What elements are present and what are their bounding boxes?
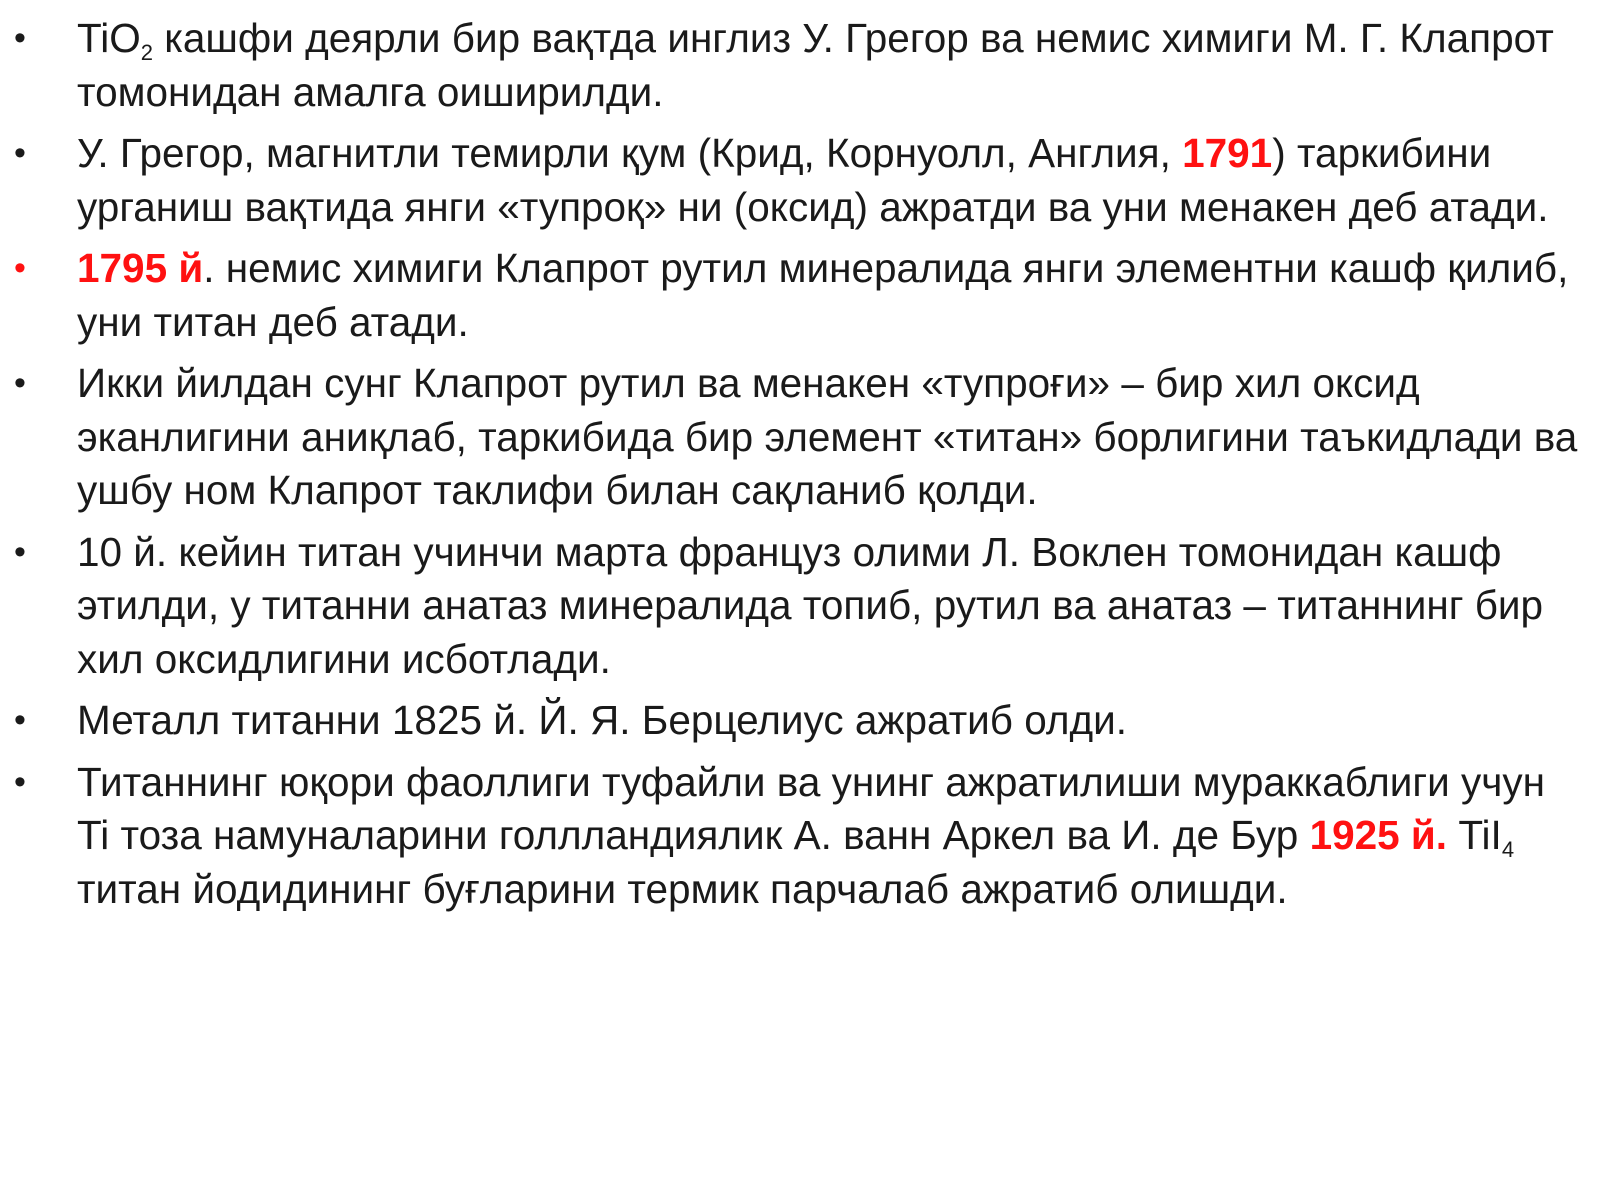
bullet-text: Икки йилдан сунг Клапрот рутил ва менакен «тупроғи» – бир хил оксид эканлигини аниқлаб, таркибида бир элемент «титан» борлигини таъкидлади ва ушбу ном Клапрот таклифи билан сақланиб қолди.: [77, 360, 1578, 513]
bullet-marker: •: [14, 364, 26, 402]
bullet-item-4: [0, 357, 1600, 518]
subscript: 2: [140, 40, 153, 65]
bullet-text: Титаннинг юқори фаоллиги туфайли ва унинг ажратилиши мураккаблиги учун Ti тоза намуналарини голлландиялик А. ванн Аркел ва И. де Бур: [77, 758, 1546, 858]
bullet-text: кашфи деярли бир вақтда инглиз У. Грегор ва немис химиги М. Г. Клапрот томонидан амалга оиширилди.: [77, 15, 1554, 115]
bullet-marker: •: [14, 701, 26, 739]
highlight-year: 1791: [1182, 130, 1273, 176]
bullet-text: Металл титанни 1825 й. Й. Я. Берцелиус ажратиб олди.: [77, 697, 1128, 743]
bullet-item-7: [0, 756, 1600, 917]
bullet-list: [0, 12, 1600, 924]
formula-til4: TiI: [1447, 812, 1502, 858]
bullet-text: ) таркибини урганиш вақтида янги «тупроқ» ни (оксид) ажратди ва уни менакен деб атади.: [77, 130, 1549, 230]
bullet-text: титан йодидининг буғларини термик парчалаб ажратиб олишди.: [77, 865, 1288, 912]
bullet-marker: •: [14, 19, 26, 57]
bullet-marker: •: [14, 762, 26, 801]
bullet-item-3: [0, 242, 1600, 349]
bullet-marker: •: [14, 249, 26, 287]
highlight-year: 1925 й.: [1309, 812, 1448, 858]
highlight-year: 1795 й: [77, 245, 204, 291]
bullet-item-6: [0, 694, 1600, 748]
bullet-text: 10 й. кейин титан учинчи марта француз олими Л. Воклен томонидан кашф этилди, у титанни анатаз минералида топиб, рутил ва анатаз – титаннинг бир хил оксидлигини исботлади.: [77, 528, 1544, 682]
bullet-item-2: [0, 127, 1600, 234]
bullet-marker: •: [14, 134, 26, 172]
subscript: 4: [1501, 837, 1515, 862]
bullet-item-5: [0, 526, 1600, 687]
bullet-text: У. Грегор, магнитли темирли қум (Крид, Корнуолл, Англия,: [77, 130, 1183, 176]
bullet-marker: •: [14, 532, 26, 571]
bullet-text: . немис химиги Клапрот рутил минералида янги элементни кашф қилиб, уни титан деб атади.: [77, 245, 1569, 345]
formula-tio2: TiO: [77, 15, 141, 61]
bullet-item-1: [0, 12, 1600, 119]
